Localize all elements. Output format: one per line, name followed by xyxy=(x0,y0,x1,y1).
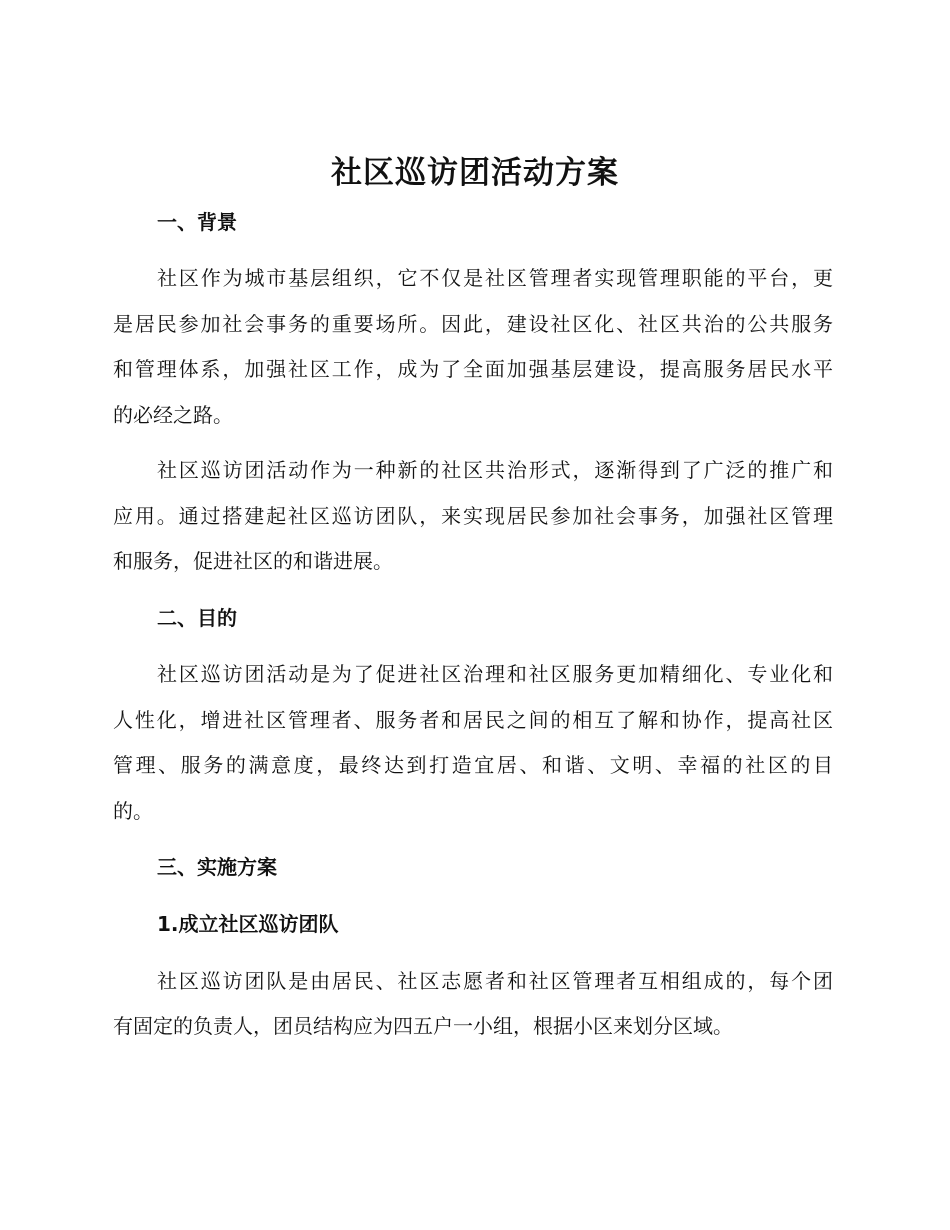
paragraph-line: 的必经之路。 xyxy=(113,403,233,427)
paragraph-line: 社区巡访团活动是为了促进社区治理和社区服务更加精细化、专业化和 xyxy=(157,662,833,686)
paragraph-line: 和管理体系，加强社区工作，成为了全面加强基层建设，提高服务居民水平 xyxy=(113,357,833,381)
paragraph-line: 管理、服务的满意度，最终达到打造宜居、和谐、文明、幸福的社区的目 xyxy=(113,753,833,777)
subsection-heading-team: 1.成立社区巡访团队 xyxy=(157,912,339,936)
paragraph-line: 社区巡访团活动作为一种新的社区共治形式，逐渐得到了广泛的推广和 xyxy=(157,458,833,482)
paragraph-line: 有固定的负责人，团员结构应为四五户一小组，根据小区来划分区域。 xyxy=(113,1014,733,1038)
paragraph-line: 和服务，促进社区的和谐进展。 xyxy=(113,549,393,573)
paragraph-line: 社区作为城市基层组织，它不仅是社区管理者实现管理职能的平台，更 xyxy=(157,266,833,290)
paragraph-line: 是居民参加社会事务的重要场所。因此，建设社区化、社区共治的公共服务 xyxy=(113,312,833,336)
paragraph-line: 社区巡访团队是由居民、社区志愿者和社区管理者互相组成的，每个团 xyxy=(157,969,833,993)
section-heading-plan: 三、实施方案 xyxy=(157,855,277,879)
paragraph-line: 应用。通过搭建起社区巡访团队，来实现居民参加社会事务，加强社区管理 xyxy=(113,504,833,528)
section-heading-background: 一、背景 xyxy=(157,210,237,234)
document-title: 社区巡访团活动方案 xyxy=(331,155,619,191)
paragraph-line: 的。 xyxy=(113,799,153,823)
section-heading-purpose: 二、目的 xyxy=(157,606,237,630)
paragraph-line: 人性化，增进社区管理者、服务者和居民之间的相互了解和协作，提高社区 xyxy=(113,708,833,732)
